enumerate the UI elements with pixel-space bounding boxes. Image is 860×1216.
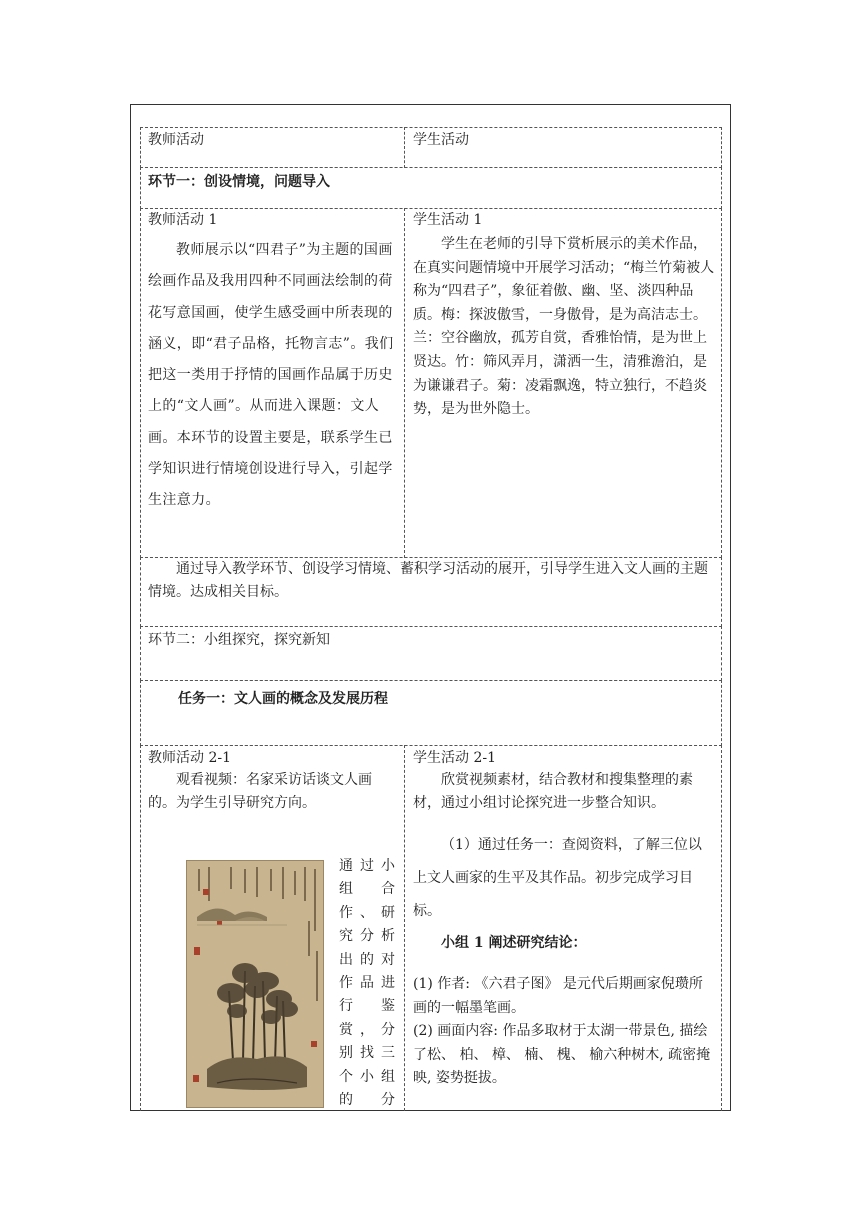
column-divider-2 <box>404 208 405 558</box>
column-divider-3 <box>404 745 405 1111</box>
teacher-activity-1-text: 教师展示以“四君子”为主题的国画绘画作品及我用四种不同画法绘制的荷花写意国画，使学生感受画中所表现的涵义，即“君子品格，托物言志”。我们把这一类用于抒情的国画作品属于历史上的“文人画”。从而进入课题：文人画。本环节的设置主要是，联系学生已学知识进行情境创设进行导入，引起学生注意力。 <box>148 242 394 509</box>
group-1-heading: 小组 1 阐述研究结论： <box>441 935 587 951</box>
side-analysis-text-content: 通过小组合作、研究分析出的对作品进行鉴赏，分别找三个小组的分 <box>339 858 397 1109</box>
task-1-text: （1）通过任务一：查阅资料，了解三位以上文人画家的生平及其作品。初步完成学习目标。 <box>413 837 702 919</box>
column-divider-1 <box>404 127 405 168</box>
side-analysis-text <box>339 855 397 1112</box>
conclusion-point-2: (2) 画面内容: 作品多取材于太湖一带景色, 描绘了松、 柏、 樟、 楠、 槐、 榆六种树木, 疏密掩映, 姿势挺拔。 <box>413 1023 711 1086</box>
section2-title: 环节二：小组探究，探究新知 <box>148 632 330 648</box>
student-activity-1-heading: 学生活动 1 <box>413 212 483 228</box>
painting-artwork <box>187 861 324 1108</box>
student-activity-2-text: 欣赏视频素材，结合教材和搜集整理的素材，通过小组讨论探究进一步整合知识。 <box>413 772 693 811</box>
student-activity-header: 学生活动 <box>413 132 469 148</box>
six-gentlemen-painting <box>186 860 324 1108</box>
teacher-activity-header: 教师活动 <box>148 132 204 148</box>
student-activity-2-heading: 学生活动 2-1 <box>413 750 496 766</box>
teacher-activity-2-text: 观看视频：名家采访话谈文人画的。为学生引导研究方向。 <box>148 772 372 811</box>
student-activity-1-text: 学生在老师的引导下赏析展示的美术作品，在真实问题情境中开展学习活动；“梅兰竹菊被人称为“四君子”，象征着傲、幽、坚、淡四种品质。梅：探波傲雪，一身傲骨，是为高洁志士。兰：空谷幽放，孤芳自赏，香雅怡情，是为世上贤达。竹：筛风弄月，潇洒一生，清雅澹泊，是为谦谦君子。菊：凌霜飘逸，特立独行，不趋炎势，是为世外隐士。 <box>413 236 715 418</box>
teacher-activity-2-heading: 教师活动 2-1 <box>148 750 231 766</box>
task-title: 任务一：文人画的概念及发展历程 <box>178 691 388 707</box>
section1-summary: 通过导入教学环节、创设学习情境、蓄积学习活动的展开，引导学生进入文人画的主题情境。达成相关目标。 <box>148 561 708 600</box>
teacher-activity-1-heading: 教师活动 1 <box>148 212 218 228</box>
section1-title: 环节一：创设情境，问题导入 <box>148 174 330 190</box>
conclusion-point-1: (1) 作者: 《六君子图》 是元代后期画家倪瓒所画的一幅墨笔画。 <box>413 976 703 1016</box>
